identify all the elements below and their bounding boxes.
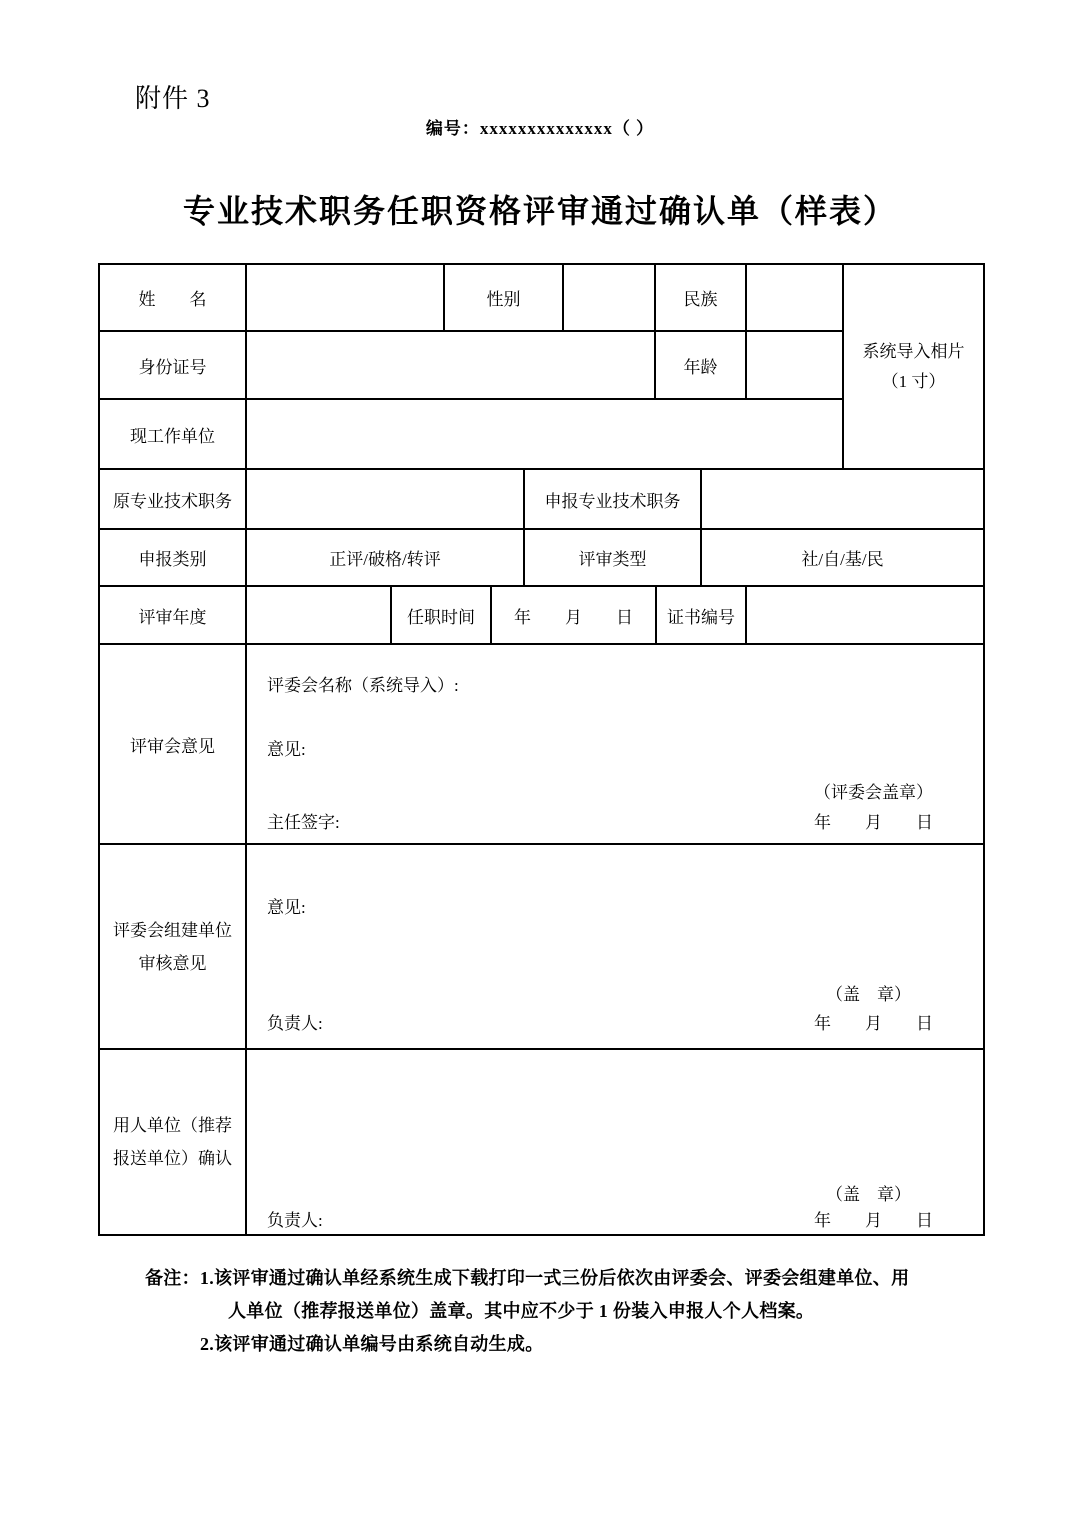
gender-value-cell (564, 265, 656, 332)
tenure-label-cell: 任职时间 (392, 587, 492, 645)
org-unit-opinion-line: 意见: (267, 898, 306, 917)
employer-signature-row (267, 1206, 933, 1231)
org-unit-label-line1: 评委会组建单位 (113, 920, 232, 940)
org-unit-label-cell (100, 845, 247, 1050)
photo-label-line2: （1 寸） (881, 371, 946, 391)
id-number-value-cell (247, 332, 656, 400)
review-year-value-cell (247, 587, 392, 645)
committee-opinion-line: 意见: (267, 740, 306, 759)
footnote-line2: 人单位（推荐报送单位）盖章。其中应不少于 1 份装入申报人个人档案。 (228, 1301, 815, 1321)
committee-opinion-content-cell (247, 645, 983, 845)
row-positions (100, 470, 983, 530)
basic-info-section (100, 265, 983, 470)
form-title: 专业技术职务任职资格评审通过确认单（样表） (182, 193, 897, 229)
committee-opinion-label-cell: 评审会意见 (100, 645, 247, 845)
employer-seal-line: （盖 章） (826, 1185, 911, 1204)
confirmation-form-table (98, 263, 985, 1236)
employer-date-line: 年 月 日 (814, 1211, 933, 1230)
work-unit-value-cell (247, 400, 844, 470)
review-type-value-cell: 社/自/基/民 (702, 530, 983, 587)
ethnicity-label-cell: 民族 (656, 265, 747, 332)
employer-label-line1: 用人单位（推荐 (113, 1116, 232, 1135)
committee-date-line: 年 月 日 (814, 813, 933, 832)
footnotes (145, 1262, 965, 1361)
org-unit-content-cell (247, 845, 983, 1050)
ethnicity-value-cell (747, 265, 844, 332)
org-unit-seal-line: （盖 章） (826, 985, 911, 1004)
tenure-date-cell: 年 月 日 (492, 587, 657, 645)
attachment-label: 附件 3 (135, 84, 211, 113)
org-unit-label-line2: 审核意见 (138, 953, 207, 973)
applied-position-value-cell (702, 470, 983, 530)
age-value-cell (747, 332, 844, 400)
committee-signature-row (267, 808, 933, 833)
gender-label-cell: 性别 (445, 265, 564, 332)
original-position-value-cell (247, 470, 525, 530)
name-label-cell: 姓 名 (100, 265, 247, 332)
original-position-label-cell: 原专业技术职务 (100, 470, 247, 530)
photo-placeholder-cell (844, 265, 983, 470)
committee-seal-line: （评委会盖章） (814, 783, 933, 802)
row-org-unit-review (100, 845, 983, 1050)
category-label-cell: 申报类别 (100, 530, 247, 587)
name-value-cell (247, 265, 445, 332)
employer-label-line2: 报送单位）确认 (113, 1149, 232, 1168)
review-year-label-cell: 评审年度 (100, 587, 247, 645)
row-id-age (100, 332, 844, 400)
photo-label-line1: 系统导入相片 (862, 341, 965, 361)
row-committee-opinion (100, 645, 983, 845)
certificate-label-cell: 证书编号 (657, 587, 747, 645)
work-unit-label-cell: 现工作单位 (100, 400, 247, 470)
row-name-gender-ethnicity (100, 265, 844, 332)
row-year-tenure-certificate (100, 587, 983, 645)
org-unit-signer-label: 负责人: (267, 1014, 323, 1033)
footnote-line3: 2.该评审通过确认单编号由系统自动生成。 (200, 1334, 544, 1354)
committee-name-line: 评委会名称（系统导入）: (267, 676, 459, 695)
row-category-type (100, 530, 983, 587)
category-value-cell: 正评/破格/转评 (247, 530, 525, 587)
serial-number: 编号：xxxxxxxxxxxxxx（ ） (425, 119, 655, 138)
age-label-cell: 年龄 (656, 332, 747, 400)
employer-content-cell (247, 1050, 983, 1234)
row-employer-confirm (100, 1050, 983, 1234)
certificate-value-cell (747, 587, 983, 645)
employer-label-cell (100, 1050, 247, 1234)
row-work-unit (100, 400, 844, 470)
review-type-label-cell: 评审类型 (525, 530, 702, 587)
org-unit-signature-row (267, 1009, 933, 1034)
id-number-label-cell: 身份证号 (100, 332, 247, 400)
applied-position-label-cell: 申报专业技术职务 (525, 470, 702, 530)
basic-info-left (100, 265, 844, 470)
employer-signer-label: 负责人: (267, 1211, 323, 1230)
org-unit-date-line: 年 月 日 (814, 1014, 933, 1033)
footnote-line1: 备注：1.该评审通过确认单经系统生成下载打印一式三份后依次由评委会、评委会组建单位、用 (145, 1268, 910, 1288)
committee-signer-label: 主任签字: (267, 813, 340, 832)
